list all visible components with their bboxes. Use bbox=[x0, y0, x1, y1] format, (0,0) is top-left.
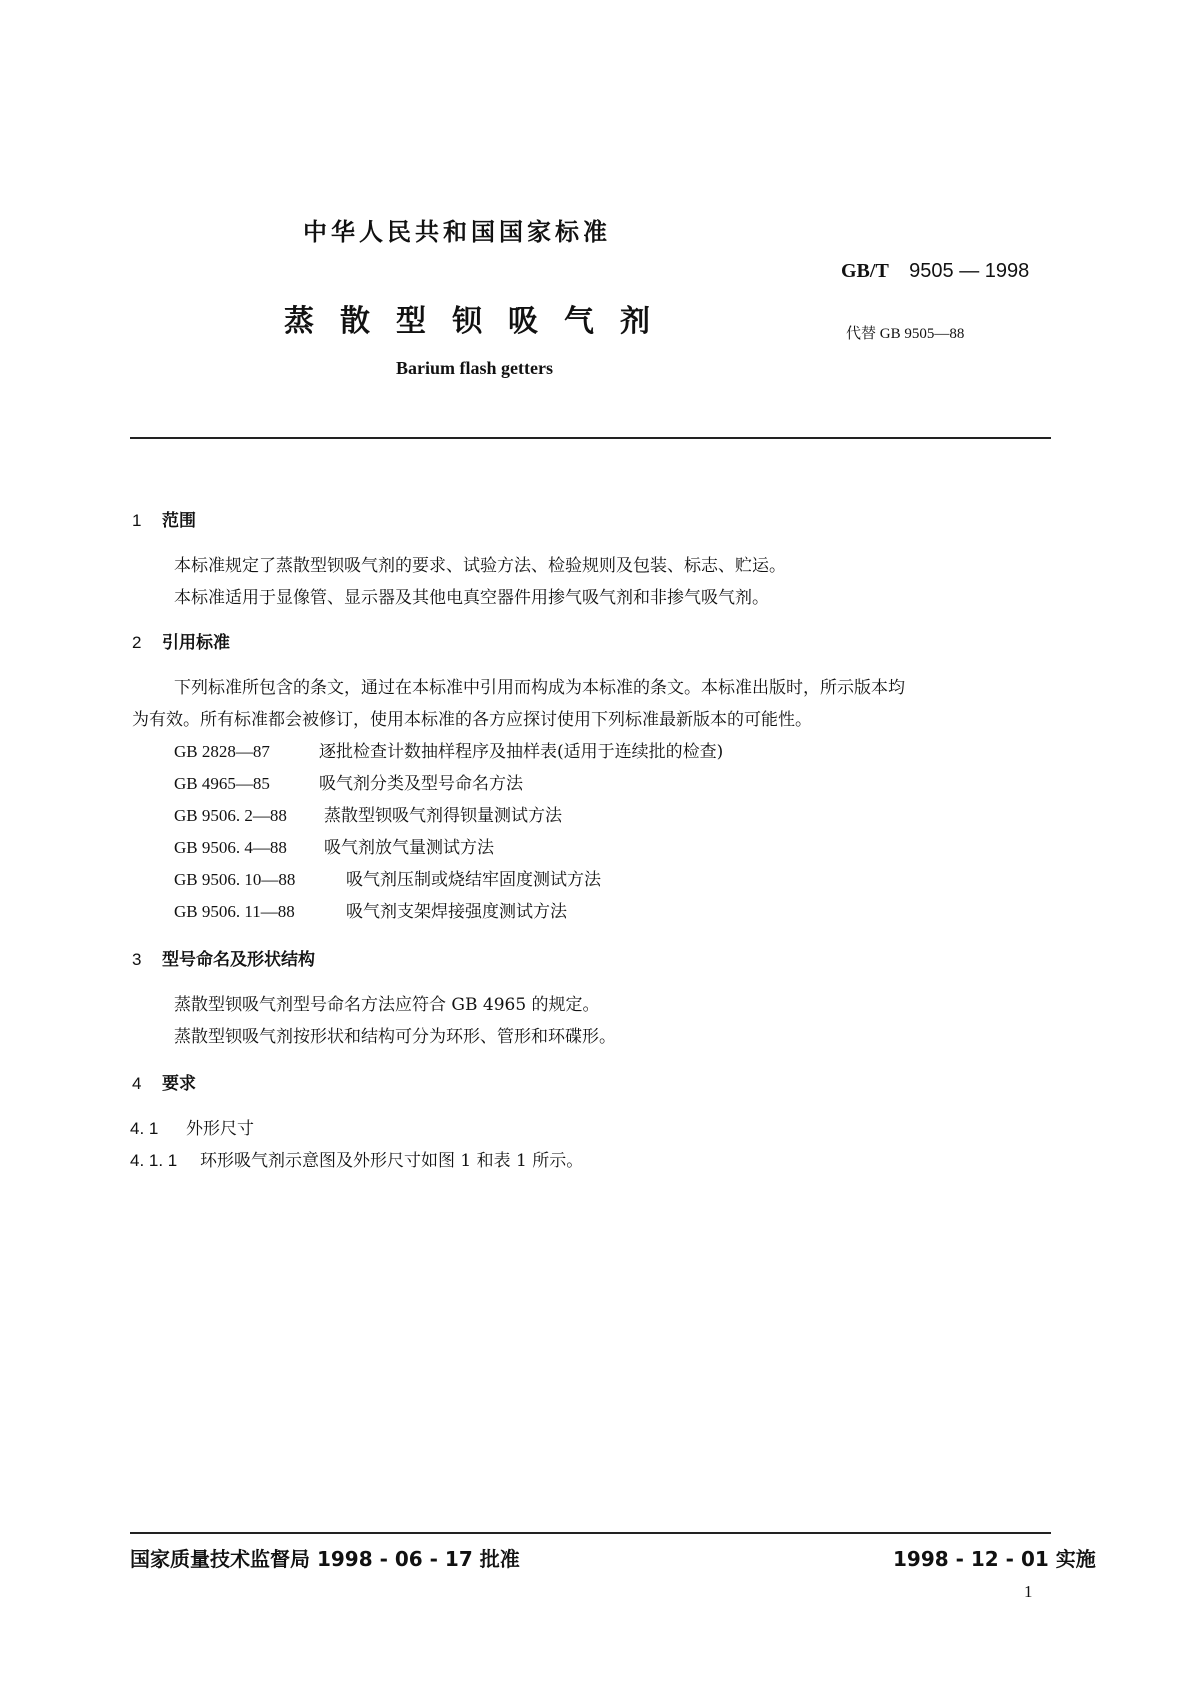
approval-line: 国家质量技术监督局 1998 - 06 - 17 批准 bbox=[130, 1547, 520, 1571]
section-1-paragraph-1: 本标准规定了蒸散型钡吸气剂的要求、试验方法、检验规则及包装、标志、贮运。 bbox=[174, 556, 786, 576]
english-title: Barium flash getters bbox=[396, 358, 553, 378]
section-3-paragraph-2: 蒸散型钡吸气剂按形状和结构可分为环形、管形和环碟形。 bbox=[174, 1027, 616, 1047]
reference-code: GB 2828—87 bbox=[174, 742, 270, 761]
section-2-paragraph-line-1: 下列标准所包含的条文，通过在本标准中引用而构成为本标准的条文。本标准出版时，所示版本均 bbox=[174, 678, 905, 698]
reference-code: GB 9506. 4—88 bbox=[174, 838, 287, 857]
reference-title: 逐批检查计数抽样程序及抽样表(适用于连续批的检查) bbox=[319, 742, 724, 762]
section-4-heading bbox=[132, 1069, 196, 1094]
subsection-4-1-number: 4. 1 bbox=[130, 1119, 159, 1138]
reference-item bbox=[174, 833, 494, 858]
section-1-number: 1 bbox=[132, 511, 142, 530]
reference-item bbox=[174, 801, 562, 826]
reference-code: GB 9506. 2—88 bbox=[174, 806, 287, 825]
section-1-paragraph-2: 本标准适用于显像管、显示器及其他电真空器件用掺气吸气剂和非掺气吸气剂。 bbox=[174, 588, 769, 608]
reference-code: GB 9506. 10—88 bbox=[174, 870, 296, 889]
document-title: 蒸散型钡吸气剂 bbox=[284, 304, 676, 339]
subsection-4-1-1-text: 环形吸气剂示意图及外形尺寸如图 1 和表 1 所示。 bbox=[200, 1151, 584, 1171]
replaces-note: 代替 GB 9505—88 bbox=[846, 326, 965, 342]
subsection-4-1-1 bbox=[130, 1146, 583, 1171]
national-standard-title: 中华人民共和国国家标准 bbox=[303, 218, 611, 246]
reference-title: 吸气剂压制或烧结牢固度测试方法 bbox=[346, 870, 601, 890]
standard-prefix: GB/T bbox=[841, 260, 889, 282]
section-2-paragraph-line-2: 为有效。所有标准都会被修订，使用本标准的各方应探讨使用下列标准最新版本的可能性。 bbox=[132, 710, 812, 730]
section-1-heading bbox=[132, 506, 196, 531]
subsection-4-1-1-number: 4. 1. 1 bbox=[130, 1151, 178, 1170]
standard-number bbox=[841, 258, 1029, 283]
section-3-paragraph-1: 蒸散型钡吸气剂型号命名方法应符合 GB 4965 的规定。 bbox=[174, 995, 600, 1015]
effective-date: 1998 - 12 - 01 实施 bbox=[893, 1547, 1096, 1571]
reference-title: 吸气剂放气量测试方法 bbox=[324, 838, 494, 858]
subsection-4-1 bbox=[130, 1114, 254, 1139]
standard-number-value: 9505 — 1998 bbox=[909, 260, 1030, 282]
reference-item bbox=[174, 737, 723, 762]
reference-item bbox=[174, 897, 567, 922]
section-4-number: 4 bbox=[132, 1074, 142, 1093]
section-3-title: 型号命名及形状结构 bbox=[162, 950, 315, 970]
subsection-4-1-text: 外形尺寸 bbox=[186, 1119, 254, 1139]
section-2-heading bbox=[132, 628, 230, 653]
reference-title: 吸气剂分类及型号命名方法 bbox=[319, 774, 523, 794]
reference-item bbox=[174, 865, 601, 890]
reference-title: 吸气剂支架焊接强度测试方法 bbox=[346, 902, 567, 922]
reference-code: GB 9506. 11—88 bbox=[174, 902, 295, 921]
footer-divider bbox=[130, 1532, 1051, 1534]
reference-title: 蒸散型钡吸气剂得钡量测试方法 bbox=[324, 806, 562, 826]
reference-item bbox=[174, 769, 523, 794]
section-2-title: 引用标准 bbox=[162, 633, 230, 653]
header-divider bbox=[130, 437, 1051, 439]
section-1-title: 范围 bbox=[162, 511, 196, 531]
section-3-heading bbox=[132, 945, 315, 970]
section-2-number: 2 bbox=[132, 633, 142, 652]
section-3-number: 3 bbox=[132, 950, 142, 969]
page-number: 1 bbox=[1024, 1582, 1033, 1601]
section-4-title: 要求 bbox=[162, 1074, 196, 1094]
reference-code: GB 4965—85 bbox=[174, 774, 270, 793]
